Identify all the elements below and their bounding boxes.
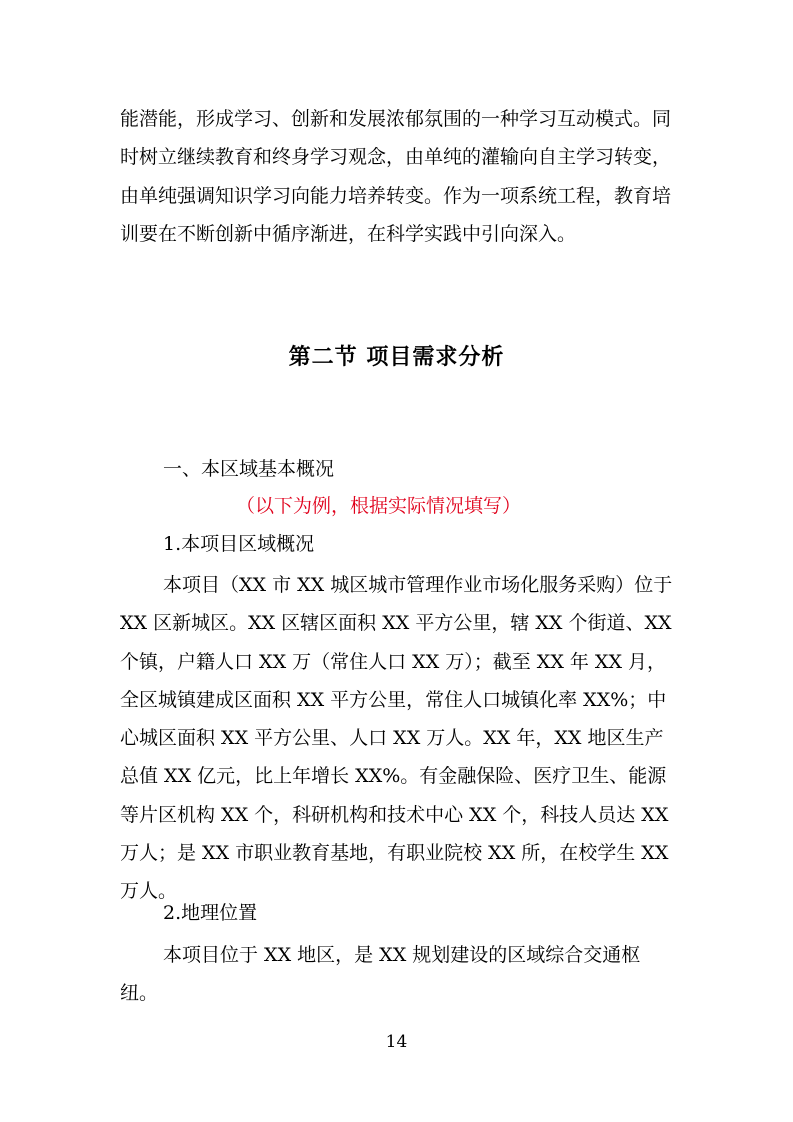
location-paragraph: 本项目位于 XX 地区，是 XX 规划建设的区域综合交通枢纽。 [120, 944, 641, 1005]
intro-paragraph: 能潜能，形成学习、创新和发展浓郁氛围的一种学习互动模式。同时树立继续教育和终身学习观念，由单纯的灌输向自主学习转变，由单纯强调知识学习向能力培养转变。作为一项系统工程，教育培训要在不断创新中循序渐进，在科学实践中引向深入。 [120, 108, 672, 245]
fill-in-note: （以下为例，根据实际情况填写） [236, 495, 522, 517]
page-number: 14 [385, 1032, 408, 1052]
project-area-paragraph: 本项目（XX 市 XX 城区城市管理作业市场化服务采购）位于 XX 区新城区。XX 区辖区面积 XX 平方公里，辖 XX 个街道、XX 个镇，户籍人口 XX 万（常住人口 XX 万）；截至 XX 年 XX 月，全区城镇建成区面积 XX 平方公里，常住人口城镇化率 XX%；中心城区面积 XX 平方公里、人口 XX 万人。XX 年，XX 地区生产总值 XX 亿元，比上年增长 XX%。有金融保险、医疗卫生、能源等片区机构 XX 个，科研机构和技术中心 XX 个，科技人员达 XX 万人；是 XX 市职业教育基地，有职业院校 XX 所，在校学生 XX 万人。 [120, 574, 673, 903]
heading-regional-overview: 一、本区域基本概况 [163, 458, 335, 480]
subheading-location: 2.地理位置 [163, 902, 258, 924]
subheading-project-area: 1.本项目区域概况 [163, 533, 315, 555]
section-title: 第二节 项目需求分析 [288, 345, 505, 370]
